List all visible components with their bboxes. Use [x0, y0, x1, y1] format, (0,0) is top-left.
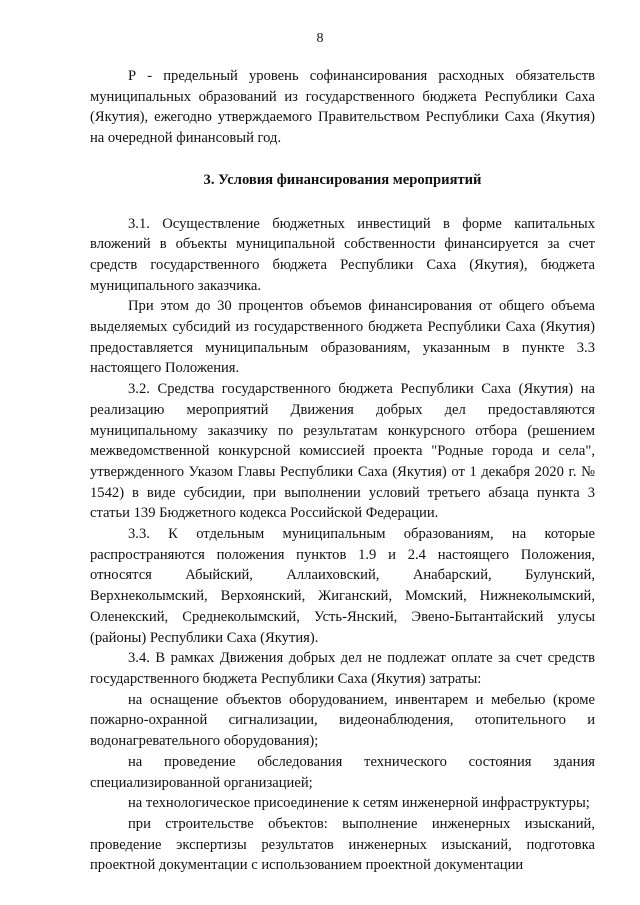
paragraph-connection-costs: на технологическое присоединение к сетям инженерной инфраструктуры;: [128, 795, 590, 812]
paragraph-inspection-costs: на проведение обследования технического состояния здания специализированной организацией;: [90, 753, 595, 791]
paragraph-equipment-costs: на оснащение объектов оборудованием, инвентарем и мебелью (кроме пожарно-охранной сигнализации, видеонаблюдения, отопительного и водонагревательного оборудования);: [90, 691, 595, 750]
page-number: 8: [316, 31, 324, 46]
paragraph-cofinancing-level: Р - предельный уровень софинансирования расходных обязательств муниципальных образований из государственного бюджета Республики Саха (Якутия), ежегодно утверждаемого Правительством Республики Саха (Якутия) на очередной финансовый год.: [90, 68, 595, 147]
document-body: [90, 66, 595, 876]
paragraph-3-4: 3.4. В рамках Движения добрых дел не подлежат оплате за счет средств государственного бюджета Республики Саха (Якутия) затраты:: [90, 650, 595, 687]
section-heading: 3. Условия финансирования мероприятий: [203, 171, 482, 188]
paragraph-3-3: 3.3. К отдельным муниципальным образованиям, на которые распространяются положения пунктов 1.9 и 2.4 настоящего Положения, относятся Абыйский, Аллаиховский, Анабарский, Булунский, Верхнеколымский, Верхоянский, Жиганский, Момский, Нижнеколымский, Оленекский, Среднеколымский, Усть-Янский, Эвено-Бытантайский улусы (районы) Республики Саха (Якутия).: [90, 526, 595, 646]
paragraph-3-1: 3.1. Осуществление бюджетных инвестиций в форме капитальных вложений в объекты муниципальной собственности финансируется за счет средств государственного бюджета Республики Саха (Якутия), бюджета муниципального заказчика.: [90, 215, 595, 294]
paragraph-3-2: 3.2. Средства государственного бюджета Республики Саха (Якутия) на реализацию мероприятий Движения добрых дел предоставляются муниципальному заказчику по результатам конкурсного отбора (решением межведомственной конкурсной комиссией проекта "Родные города и села", утвержденного Указом Главы Республики Саха (Якутия) от 1 декабря 2020 г. № 1542) в виде субсидии, при выполнении условий третьего абзаца пункта 3 статьи 139 Бюджетного кодекса Российской Федерации.: [90, 381, 595, 522]
paragraph-30-percent: При этом до 30 процентов объемов финансирования от общего объема выделяемых субсидий из государственного бюджета Республики Саха (Якутия) предоставляется муниципальным образованиям, указанным в пункте 3.3 настоящего Положения.: [90, 298, 595, 377]
paragraph-construction-costs: при строительстве объектов: выполнение инженерных изысканий, проведение экспертизы результатов инженерных изысканий, подготовка проектной документации с использованием проектной документации: [90, 815, 595, 874]
